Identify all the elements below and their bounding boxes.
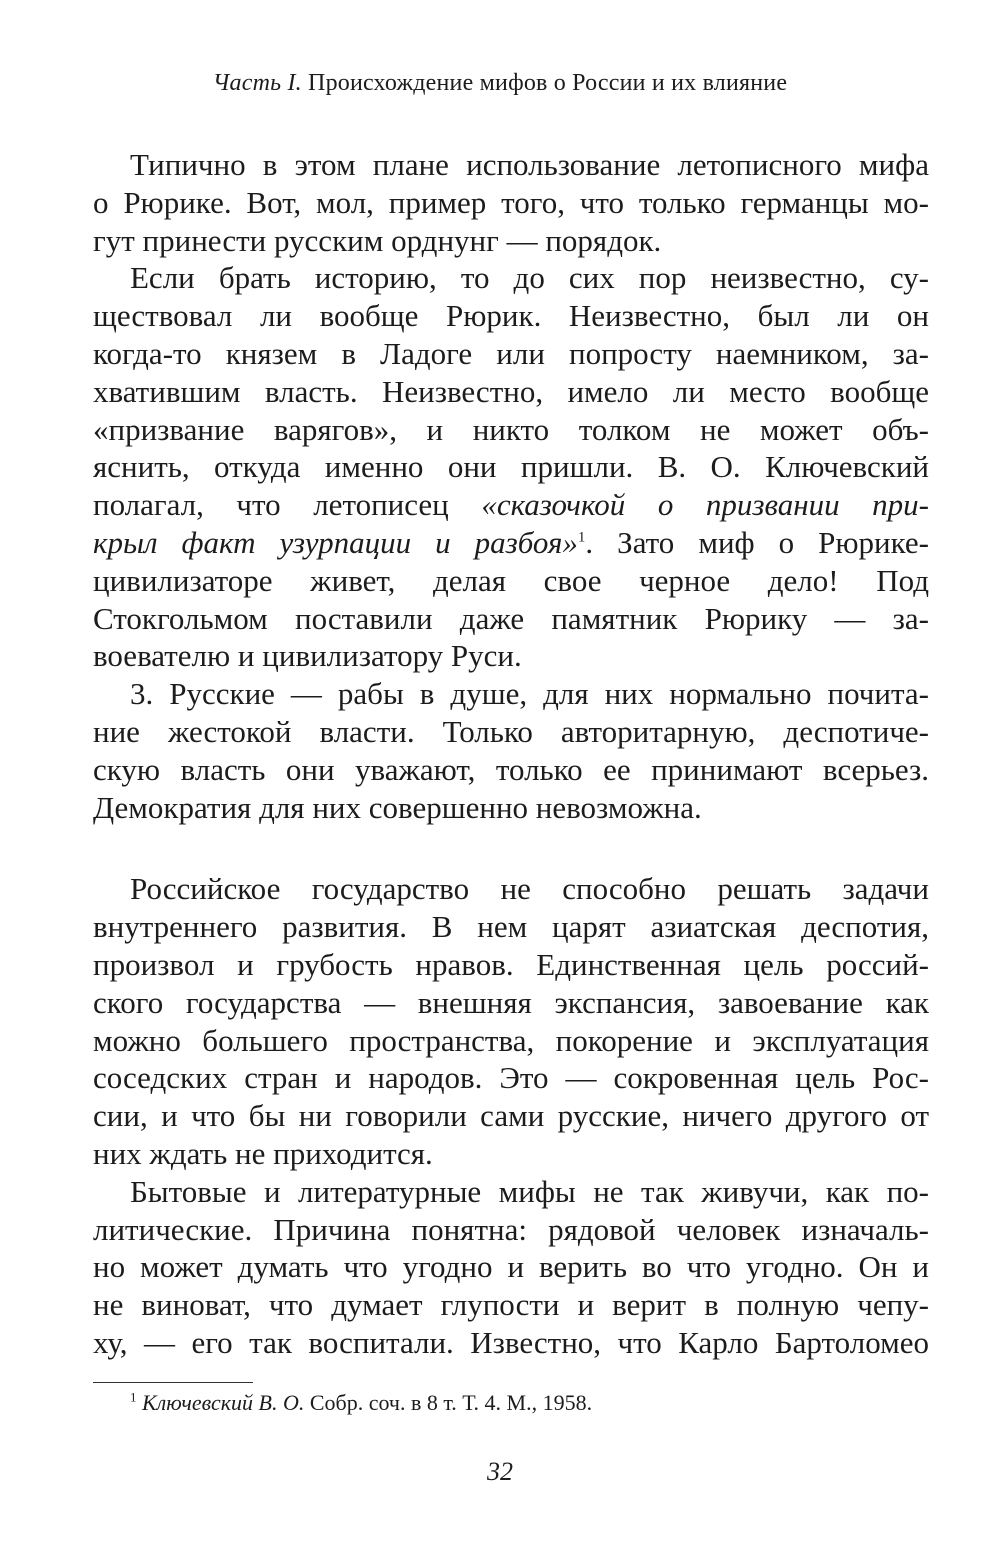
text-line: Стокгольмом поставили даже памятник Рюрику — за- bbox=[93, 600, 929, 636]
text-run: . Зато миф о Рюрике- bbox=[585, 524, 929, 560]
text-line: яснить, откуда именно они пришли. В. О. Ключевский bbox=[93, 449, 929, 485]
text-line: Бытовые и литературные мифы не так живучи, как по- bbox=[130, 1173, 929, 1209]
paragraph bbox=[93, 870, 929, 1172]
text-line: Типично в этом плане использование летописного мифа bbox=[130, 147, 929, 182]
text-line: Российское государство не способно решать задачи bbox=[130, 871, 929, 907]
body-text bbox=[93, 146, 929, 1362]
paragraph bbox=[93, 1173, 929, 1362]
text-line: них ждать не приходится. bbox=[93, 1135, 433, 1171]
text-line: Демократия для них совершенно невозможна. bbox=[93, 789, 702, 825]
text-line: цивилизаторе живет, делая свое черное дело! Под bbox=[93, 562, 929, 598]
text-line: Если брать историю, то до сих пор неизвестно, су- bbox=[130, 260, 929, 296]
text-line: когда-то князем в Ладоге или попросту наемником, за- bbox=[93, 335, 929, 371]
text-line bbox=[93, 486, 929, 524]
text-line: внутреннего развития. В нем царят азиатская деспотия, bbox=[93, 909, 929, 945]
footnote-marker: 1 bbox=[130, 1389, 137, 1405]
footnote-divider bbox=[93, 1382, 253, 1383]
quote-text: «сказочкой о призвании при- bbox=[481, 487, 929, 523]
text-line: литические. Причина понятна: рядовой человек изначаль- bbox=[93, 1211, 929, 1247]
paragraph bbox=[93, 675, 929, 826]
text-line: можно большего пространства, покорение и эксплуатация bbox=[93, 1022, 929, 1058]
text-line: о Рюрике. Вот, мол, пример того, что только германцы мо- bbox=[93, 184, 929, 220]
text-line: хватившим власть. Неизвестно, имело ли место вообще bbox=[93, 373, 929, 409]
text-line: произвол и грубость нравов. Единственная цель россий- bbox=[93, 946, 929, 982]
text-line: воевателю и цивилизатору Руси. bbox=[93, 638, 522, 674]
text-line bbox=[93, 524, 929, 562]
header-title: Происхождение мифов о России и их влияние bbox=[308, 70, 788, 96]
running-header bbox=[0, 70, 1000, 97]
paragraph bbox=[93, 146, 929, 259]
section-gap bbox=[93, 826, 929, 870]
footnote bbox=[130, 1390, 592, 1416]
text-line: гут принести русским орднунг — порядок. bbox=[93, 222, 662, 258]
footnote-author: Ключевский В. О. bbox=[142, 1390, 305, 1415]
quote-text: крыл факт узурпации и разбоя» bbox=[93, 524, 578, 560]
text-line: ху, — его так воспитали. Известно, что Карло Бартоломео bbox=[93, 1324, 929, 1360]
text-line: соседских стран и народов. Это — сокровенная цель Рос- bbox=[93, 1060, 929, 1096]
text-line: 3. Русские — рабы в душе, для них нормально почита- bbox=[130, 676, 929, 712]
text-line: сии, и что бы ни говорили сами русские, ничего другого от bbox=[93, 1098, 929, 1134]
page-number: 32 bbox=[487, 1457, 513, 1486]
text-line: ние жестокой власти. Только авторитарную, деспотиче- bbox=[93, 713, 929, 749]
text-line: ского государства — внешняя экспансия, завоевание как bbox=[93, 984, 929, 1020]
text-run: полагал, что летописец bbox=[93, 487, 482, 523]
header-part: Часть I. bbox=[212, 70, 302, 96]
footnote-text: Собр. соч. в 8 т. Т. 4. М., 1958. bbox=[304, 1390, 593, 1415]
footnote-ref[interactable]: 1 bbox=[577, 529, 586, 546]
paragraph bbox=[93, 259, 929, 675]
text-line: но может думать что угодно и верить во что угодно. Он и bbox=[93, 1249, 929, 1285]
text-line: скую власть они уважают, только ее принимают всерьез. bbox=[93, 751, 929, 787]
text-line: не виноват, что думает глупости и верит в полную чепу- bbox=[93, 1287, 929, 1323]
text-line: ществовал ли вообще Рюрик. Неизвестно, был ли он bbox=[93, 298, 929, 334]
text-line: «призвание варягов», и никто толком не может объ- bbox=[93, 411, 929, 447]
